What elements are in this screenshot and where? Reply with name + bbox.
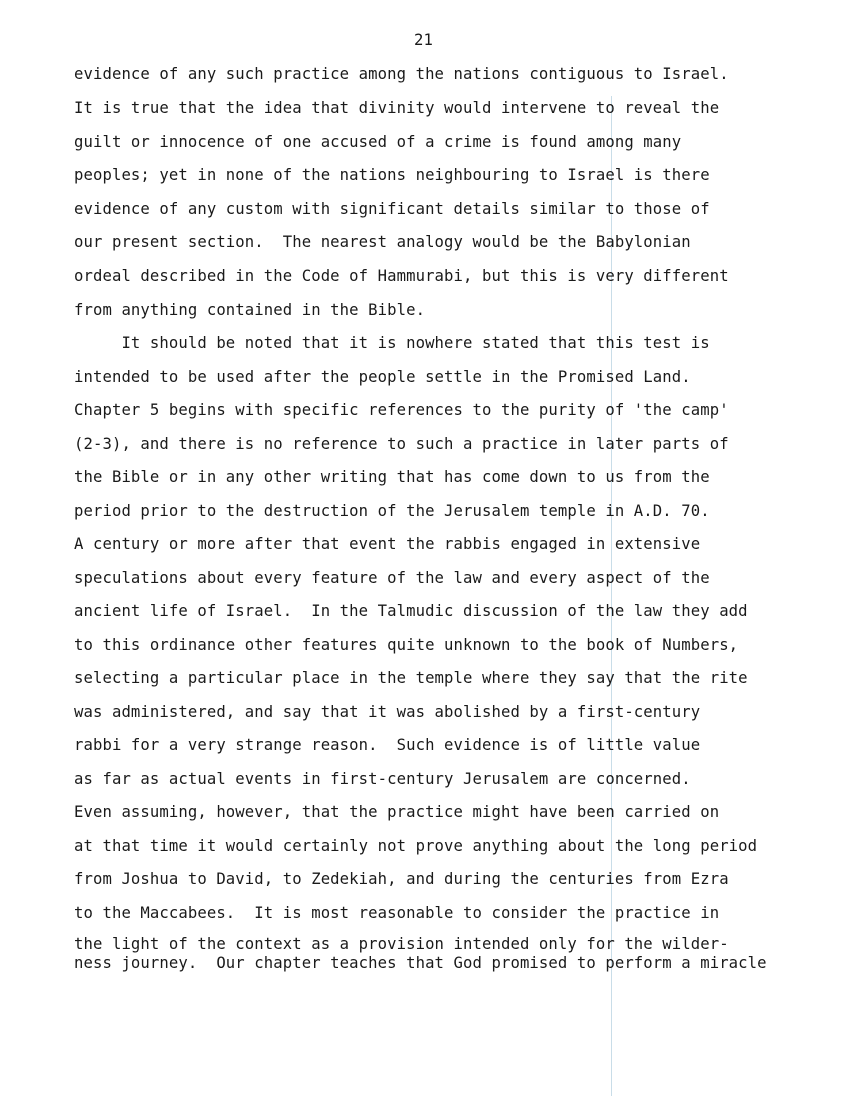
text-line-21: rabbi for a very strange reason. Such evidence is of little value [74, 736, 701, 754]
text-line-25: from Joshua to David, to Zedekiah, and during the centuries from Ezra [74, 870, 729, 888]
text-line-22: as far as actual events in first-century Jerusalem are concerned. [74, 770, 691, 788]
text-line-3: guilt or innocence of one accused of a crime is found among many [74, 133, 682, 151]
text-line-16: speculations about every feature of the law and every aspect of the [74, 569, 710, 587]
text-line-26: to the Maccabees. It is most reasonable to consider the practice in [74, 904, 720, 922]
text-line-11: Chapter 5 begins with specific references to the purity of 'the camp' [74, 401, 729, 419]
text-line-23: Even assuming, however, that the practice might have been carried on [74, 803, 720, 821]
text-line-19: selecting a particular place in the temple where they say that the rite [74, 669, 748, 687]
text-line-27: the light of the context as a provision intended only for the wilder- [74, 935, 729, 953]
text-line-9: It should be noted that it is nowhere stated that this test is [74, 334, 710, 352]
text-line-4: peoples; yet in none of the nations neighbouring to Israel is there [74, 166, 710, 184]
text-line-6: our present section. The nearest analogy would be the Babylonian [74, 233, 691, 251]
text-line-15: A century or more after that event the rabbis engaged in extensive [74, 535, 701, 553]
text-line-7: ordeal described in the Code of Hammurabi, but this is very different [74, 267, 729, 285]
text-line-28: ness journey. Our chapter teaches that God promised to perform a miracle [74, 954, 767, 972]
text-line-20: was administered, and say that it was abolished by a first-century [74, 703, 701, 721]
text-line-10: intended to be used after the people settle in the Promised Land. [74, 368, 691, 386]
text-line-17: ancient life of Israel. In the Talmudic discussion of the law they add [74, 602, 748, 620]
text-line-13: the Bible or in any other writing that has come down to us from the [74, 468, 710, 486]
text-line-2: It is true that the idea that divinity would intervene to reveal the [74, 99, 720, 117]
text-line-24: at that time it would certainly not prove anything about the long period [74, 837, 758, 855]
text-line-1: evidence of any such practice among the nations contiguous to Israel. [74, 65, 729, 83]
text-line-12: (2-3), and there is no reference to such a practice in later parts of [74, 435, 729, 453]
text-line-5: evidence of any custom with significant details similar to those of [74, 200, 710, 218]
page-number: 21 [414, 31, 433, 49]
text-line-8: from anything contained in the Bible. [74, 301, 426, 319]
text-line-18: to this ordinance other features quite unknown to the book of Numbers, [74, 636, 739, 654]
text-line-14: period prior to the destruction of the Jerusalem temple in A.D. 70. [74, 502, 710, 520]
